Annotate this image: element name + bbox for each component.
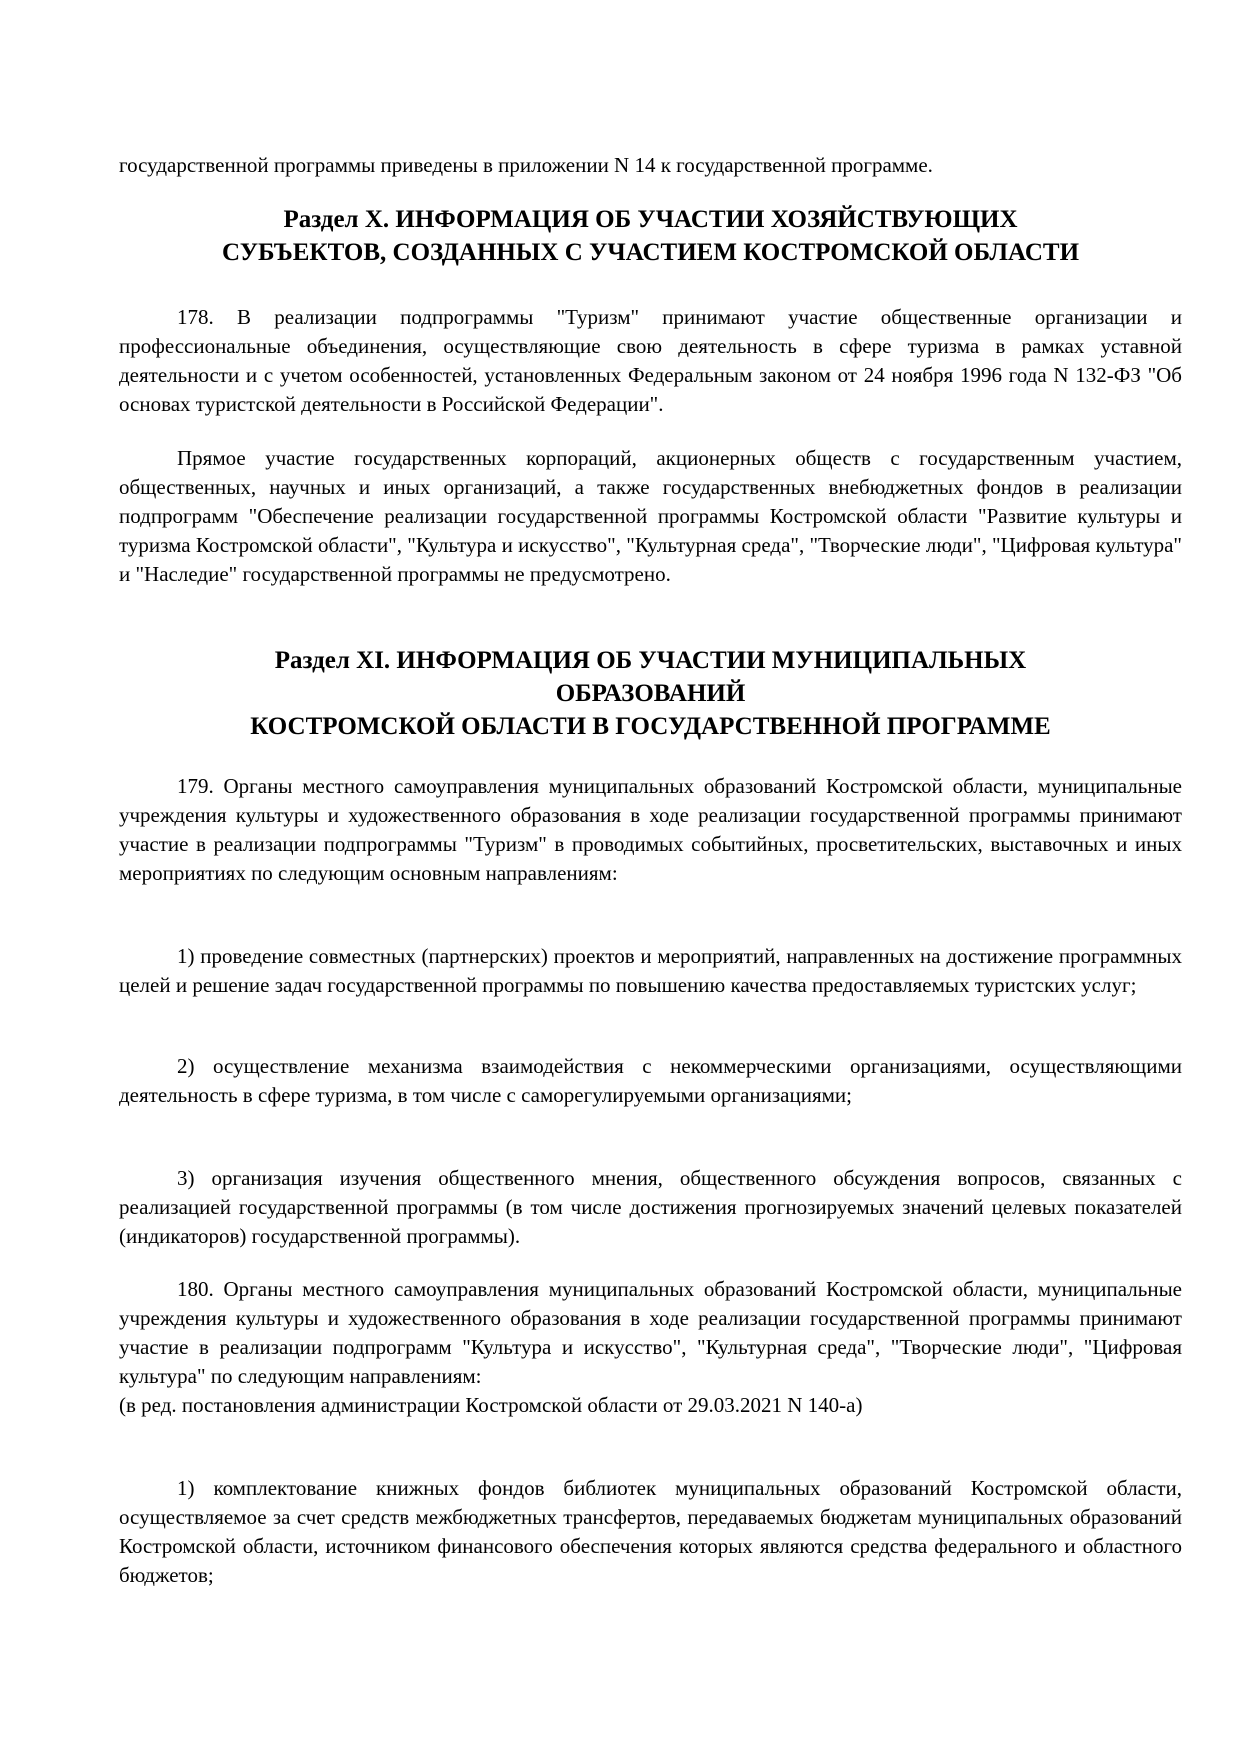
paragraph-180-text: 180. Органы местного самоуправления муниципальных образований Костромской области, муниципальные учреждения культуры и художественного образования в ходе реализации государственной программы принимают участие в реализации подпрограмм "Культура и искусство", "Культурная среда", "Творческие люди", "Цифровая культура" по следующим направлениям: <box>119 1277 1182 1388</box>
section-xi-heading-line3: КОСТРОМСКОЙ ОБЛАСТИ В ГОСУДАРСТВЕННОЙ ПРОГРАММЕ <box>250 713 1051 740</box>
paragraph-179-text: 179. Органы местного самоуправления муниципальных образований Костромской области, муниципальные учреждения культуры и художественного образования в ходе реализации государственной программы принимают участие в реализации подпрограммы "Туризм" в проводимых событийных, просветительских, выставочных и иных мероприятиях по следующим основным направлениям: <box>119 774 1182 885</box>
paragraph-178 <box>119 303 1182 419</box>
paragraph-179-item-3-text: 3) организация изучения общественного мнения, общественного обсуждения вопросов, связанных с реализацией государственной программы (в том числе достижения прогнозируемых значений целевых показателей (индикаторов) государственной программы). <box>119 1166 1182 1248</box>
intro-line: государственной программы приведены в приложении N 14 к государственной программе. <box>119 153 933 177</box>
section-x-heading-line2: СУБЪЕКТОВ, СОЗДАННЫХ С УЧАСТИЕМ КОСТРОМСКОЙ ОБЛАСТИ <box>221 239 1080 266</box>
paragraph-179-item-1 <box>119 942 1182 1000</box>
paragraph-179 <box>119 772 1182 888</box>
paragraph-179-item-2-text: 2) осуществление механизма взаимодействия с некоммерческими организациями, осуществляющими деятельность в сфере туризма, в том числе с саморегулируемыми организациями; <box>119 1054 1182 1107</box>
section-x-heading-line1: Раздел X. ИНФОРМАЦИЯ ОБ УЧАСТИИ ХОЗЯЙСТВУЮЩИХ <box>283 206 1018 233</box>
paragraph-180 <box>119 1275 1182 1420</box>
paragraph-direct-participation-text: Прямое участие государственных корпораций, акционерных обществ с государственным участием, общественных, научных и иных организаций, а также государственных внебюджетных фондов в реализации подпрограмм "Обеспечение реализации государственной программы Костромской области "Развитие культуры и туризма Костромской области", "Культура и искусство", "Культурная среда", "Творческие люди", "Цифровая культура" и "Наследие" государственной программы не предусмотрено. <box>119 446 1182 586</box>
section-xi-heading <box>119 644 1182 743</box>
paragraph-direct-participation <box>119 444 1182 589</box>
paragraph-179-item-2 <box>119 1052 1182 1110</box>
section-x-heading <box>119 203 1182 269</box>
section-xi-heading-line2: ОБРАЗОВАНИЙ <box>555 680 746 707</box>
paragraph-180-amendment-note: (в ред. постановления администрации Костромской области от 29.03.2021 N 140-а) <box>119 1393 863 1417</box>
paragraph-180-item-1-text: 1) комплектование книжных фондов библиотек муниципальных образований Костромской области, осуществляемое за счет средств межбюджетных трансфертов, передаваемых бюджетам муниципальных образований Костромской области, источником финансового обеспечения которых являются средства федерального и областного бюджетов; <box>119 1476 1182 1587</box>
paragraph-178-text: 178. В реализации подпрограммы "Туризм" принимают участие общественные организации и профессиональные объединения, осуществляющие свою деятельность в сфере туризма в рамках уставной деятельности и с учетом особенностей, установленных Федеральным законом от 24 ноября 1996 года N 132-ФЗ "Об основах туристской деятельности в Российской Федерации". <box>119 305 1182 416</box>
section-xi-heading-line1: Раздел XI. ИНФОРМАЦИЯ ОБ УЧАСТИИ МУНИЦИПАЛЬНЫХ <box>274 647 1027 674</box>
paragraph-179-item-3 <box>119 1164 1182 1251</box>
paragraph-180-item-1 <box>119 1474 1182 1590</box>
paragraph-179-item-1-text: 1) проведение совместных (партнерских) проектов и мероприятий, направленных на достижение программных целей и решение задач государственной программы по повышению качества предоставляемых туристских услуг; <box>119 944 1182 997</box>
intro-paragraph <box>119 151 1182 180</box>
